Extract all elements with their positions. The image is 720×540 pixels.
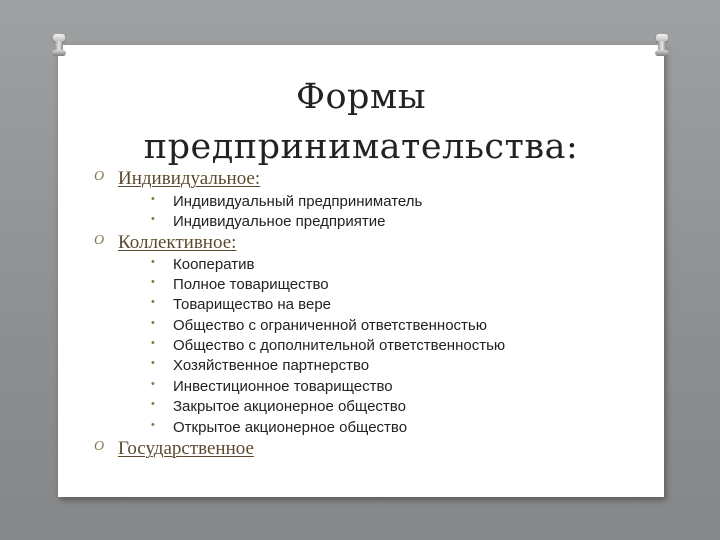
- list-item-text: Полное товарищество: [173, 276, 329, 293]
- title-line-2: предпринимательства:: [143, 127, 579, 167]
- list-item: [151, 296, 332, 313]
- list-item: [151, 193, 423, 210]
- section-individual: [94, 168, 261, 190]
- bullet-dot: •: [151, 378, 155, 390]
- bullet-dot: •: [151, 357, 155, 369]
- list-item-text: Общество с ограниченной ответственностью: [173, 317, 487, 334]
- list-item: [151, 337, 506, 354]
- list-item-text: Индивидуальный предприниматель: [173, 193, 423, 210]
- bullet-dot: •: [151, 276, 155, 288]
- level1-bullet: O: [94, 169, 105, 184]
- slide-title: [58, 72, 664, 172]
- bullet-dot: •: [151, 398, 155, 410]
- list-item-text: Открытое акционерное общество: [173, 419, 408, 436]
- bullet-dot: •: [151, 213, 155, 225]
- section-label: Индивидуальное:: [118, 168, 261, 189]
- level1-bullet: O: [94, 439, 105, 454]
- list-item: [151, 276, 329, 293]
- bullet-dot: •: [151, 337, 155, 349]
- list-item-text: Индивидуальное предприятие: [173, 213, 386, 230]
- list-item: [151, 398, 406, 415]
- bullet-dot: •: [151, 296, 155, 308]
- list-item-text: Хозяйственное партнерство: [173, 357, 370, 374]
- title-line-1: Формы: [295, 77, 427, 117]
- pushpin-icon: [52, 34, 66, 56]
- section-collective: [94, 232, 237, 254]
- level1-bullet: O: [94, 233, 105, 248]
- list-item-text: Закрытое акционерное общество: [173, 398, 406, 415]
- list-item: [151, 317, 487, 334]
- list-item: [151, 378, 393, 395]
- section-state: [94, 438, 254, 460]
- list-item: [151, 256, 255, 273]
- bullet-dot: •: [151, 256, 155, 268]
- list-item-text: Кооператив: [173, 256, 255, 273]
- list-item-text: Общество с дополнительной ответственностью: [173, 337, 506, 354]
- bullet-dot: •: [151, 193, 155, 205]
- bullet-dot: •: [151, 317, 155, 329]
- list-item: [151, 357, 370, 374]
- bullet-dot: •: [151, 419, 155, 431]
- section-label: Государственное: [118, 438, 254, 459]
- list-item: [151, 213, 386, 230]
- pushpin-icon: [655, 34, 669, 56]
- section-label: Коллективное:: [118, 232, 237, 253]
- list-item-text: Инвестиционное товарищество: [173, 378, 393, 395]
- list-item: [151, 419, 408, 436]
- list-item-text: Товарищество на вере: [173, 296, 332, 313]
